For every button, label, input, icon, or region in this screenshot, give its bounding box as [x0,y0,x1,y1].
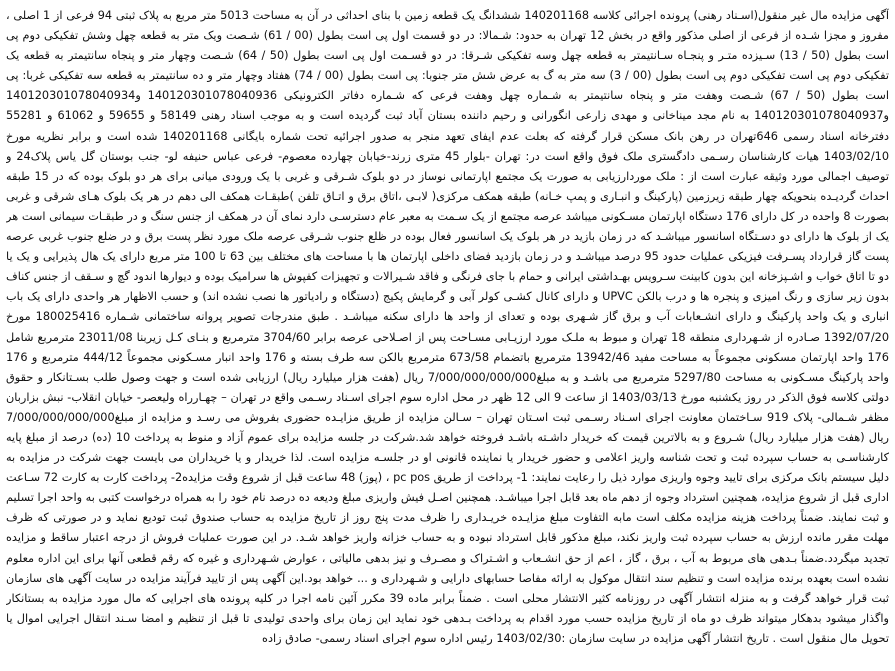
auction-notice-text: آگهی مزایده مال غیر منقول(اسـناد رهنی) پرونده اجرائی کلاسه 140201168 ششدانگ یک قطعه زمین با بنای احداثی در آن به مساحت 5013 متر مربع به پلاک ثبتی 94 فرعی از 1 اصلی ، مفروز و مجزا شـده از فرعی از اصلی مذکور واقع در بخش 12 تهران به حدود: شـمالا: در دو قسمت اول پی است بطول (00 / 61) شـصت ویک متر به قطعه چهل وشش تفکیکی دوم پی است بطول (50 / 13) سـیزده متـر و پنجـاه سـانتیمتر به قطعه چهل وسه تفکیکی شـرقا: در دو قسـمت اول پی است بطول (50 / 64) شـصت وچهار متر و پنجاه سانتیمتر به قطعه یک تفکیکی دوم پی است تفکیکی دوم پی است بطول (00 / 3) سه متر به گ به عرض شش متر جنوبا: پی است بطول (00 / 74) هفتاد وچهار متر و ده سانتیمتر به قطعه سه تفکیکی غربا: پی است بطول (50 / 67) شـصت وهفت متر و پنجاه سانتیمتر به شـماره چهل وهفت فرعی که شـماره دفاتر الکترونیکی 140120301078040936 و140120301078040934 و140120301078040937 به نام مجد میناخانی و مهدی زارعی انگورانی و رحیم داننده بستان آباد ثبت گردیده است و به موجب اسناد رهنی 58149 و 59655 و 61062 و 55281 دفترخانه اسناد رسمی 646تهران در رهن بانک مسکن قرار گرفته که بعلت عدم ایفای تعهد منجر به صدور اجرائیه تحت شماره بایگانی 140201168 شده است و برابر نظریه مورخ 1403/02/10 هیات کارشناسان رسـمی دادگستری ملک فوق واقع است در: تهران -بلوار 45 متری زرند-خیابان چهارده معصوم- فرعی عباس حنیفه لو- جنب بوستان گل یاس پلاک24 و توصیف اجمالی مورد وثیقه عبارت است از : ملک موردارزیابی به صورت یک مجتمع اپارتمانی نوساز در دو بلوک شـرقی و غربی با یک ورودی میانی برای هر دو بلوک بوده که در 15 طبقه احداث گردیـده بنحویکه چهار طبقه زیرزمین (پارکینگ و انبـاری و پمپ خـانه) طبقه همکف مرکزی( لابـی ،اتاق برق و اتـاق تلفن )طبقـات همکف الی دهم در هر یک بلوک هـای شرقی و غربی بصورت 8 واحده در کل دارای 176 دستگاه اپارتمان مسـکونی میباشد عرصه مجتمع از یک سـمت به معبر عام دسترسـی دارد نمای آن در همکف از جنس سنگ و در طبقـات سیمانی است هر یک از بلوک ها دارای دو دسـتگاه اسانسور میباشـد که در زمان بازید در هر بلوک یک اسانسور فعال بوده در ظلع جنوب شـرقی عرصه ملک مورد نظر پست برق و در ضلع جنوب غربی عرصه پست گاز قرارداد پسـرفت فیزیکی عملیات حدود 95 درصد میباشـد و در زمان بازدید فضای داخلی اپارتمان ها با مساحت های مختلف بین 63 تا 100 متر مربع دارای یک هال پذیرایی و یک یا دو تا اتاق خواب و اشـپزخانه این بدون کابینت سـرویس بهـداشتی ایرانی و حمام با جای فرنگی و فاقد شـیرالات و تجهیزات کفپوش ها سرامیک بوده و دیوارها اندود گچ و سـقف از جنس کناف بدون زیر سازی و رنگ امیزی و پنجره ها و درب بالکن UPVC و دارای کانال کشـی کولر آبی و گرمایش پکیج (دستگاه و رادیاتور ها نصب نشده اند) و حسب الاظهار هر واحدی دارای یک باب انباری و یک واحد پارکینگ و دارای انشـعابات آب و برق گاز شـهری بوده و تعدای از واحد ها دارای سکنه میباشـد . طبق مندرجات تصویر پروانه ساختمانی شـماره 180025416 مورخ 1392/07/20 صـادره از شـهرداری منطقه 18 تهران و مبوط به ملـک مورد ارزیـابی مسـاحت پس از اصـلاحی عرصه برابر 3704/60 مترمربع و بنـای کـل زیربنا 23011/08 مترمربع شامل 176 واحد اپارتمان مسکونی مجموعاً به مساحت مفید 13942/46 مترمربع باتضمام 673/58 مترمربع بالکن سه طرف بسته و 176 واحد انبار مسـکونی مجموعاً 444/12 مترمربع و 176 واحد پارکینگ مسـکونی به مساحت 5297/80 مترمربع می باشـد و به مبلغ7/000/000/000/000 ریال (هفت هزار میلیارد ریال) ارزیابی شده است و جهت وصول طلب بسـتانکار و حقوق دولتی کلاسه فوق الذکر در روز یکشنبه مورخ 1403/03/13 از ساعت 9 الی 12 ظهر در محل اداره سوم اجرای اسـناد رسـمی واقع در تهران – چهـارراه ولیعصر- خیابان انقلاب- نبش بزاربان مظفر شـمالی- پلاک 919 سـاختمان معاونت اجرای اسـناد رسـمی ثبت اسـتان تهران – سـالن مزایده از طریق مزایـده حضوری بفروش می رسـد و مزایده از مبلغ7/000/000/000/000 ریال (هفت هزار میلیارد ریال) شـروع و به بالاترین قیمت که خریدار داشـته باشـد فروخته خواهد شد.شرکت در جلسه مزایده برای عموم آزاد و منوط به پرداخت 10 (ده) درصد از مبلغ پایه کارشناسـی به حساب سپرده ثبت و تحت شناسه واریز اعلامی و حضور خریدار یا نماینده قانونی او در جلسـه مزایده است. لذا خریدار و یا خریداران می بایست جهت شرکت در مزایده به دلیل سیستم بانک مرکزی برای تایید وجوه واریزی موارد ذیل را رعایت نمایند: 1- پرداخت از طریق pc pos ، (پوز) 48 ساعت قبل از شروع وقت مزایده2- پرداخت کارت به کارت 72 سـاعت اداری قبل از شروع مزایده، همچنین استرداد وجوه از دهم ماه بعد قابل اجرا میباشـد. همچنین اصـل فیش واریزی مبلغ ودیعه ده درصد نام خود را به همراه درخواست کتبی به واحد اجرا تسلیم و ثبت نمایند. ضمناً پرداخت هزینه مزایده مکلف است مابه التفاوت مبلغ مزایـده خریـداری را ظرف مدت پنج روز از تاریخ مزایده به حساب صندوق ثبت تودیع نماید و در صورتی که ظرف مهلت مقرر مانده ارزش به حساب سپرده ثبت واریز نکند، مبلغ مذکور قابل استرداد نبوده و به حساب خزانه واریز خواهد شـد. در این صورت عملیات فروش از درجه اعتبار ساقط و مزایده تجدید میگردد.ضمناً بـدهی های مربوط به آب ، برق ، گاز ، اعم از حق انشـعاب و اشـتراک و مصـرف و نیز بدهی مالیاتی ، عوارض شـهرداری و غیره که رقم قطعی آنها برای این اداره معلوم نشده است بعهده برنده مزایده است و تنظیم سند انتقال موکول به ارائه مفاصا حسابهای دارایی و شـهرداری و ... خواهد بود.این آگهی پس از تایید فرآیند مزایده در سایت آگهی های سازمان ثبت قرار خواهد گرفت و به منزله انتشار آگهی در روزنامه کثیر الانتشار محلی است . ضمناً برابر ماده 39 مکرر آئین نامه اجرا در کلیه پرونده های اجرایی که مال مورد مزایده به بستانکار واگذار میشود بدهکار میتواند ظرف دو ماه از تاریخ مزایده حسب مورد اقدام به پرداخت بـدهی خود نماید این زمان برای واحدی تولیدی تا قبل از تنظیم و امضا سـند انتقال اجرایی اموال یا تحویل مال منقول است . تاریخ انتشار آگهی مزایده در سایت سازمان :1403/02/30 رئیس اداره سوم اجرای اسناد رسمی- صادق زاده [6,9,889,645]
auction-notice [6,6,889,665]
